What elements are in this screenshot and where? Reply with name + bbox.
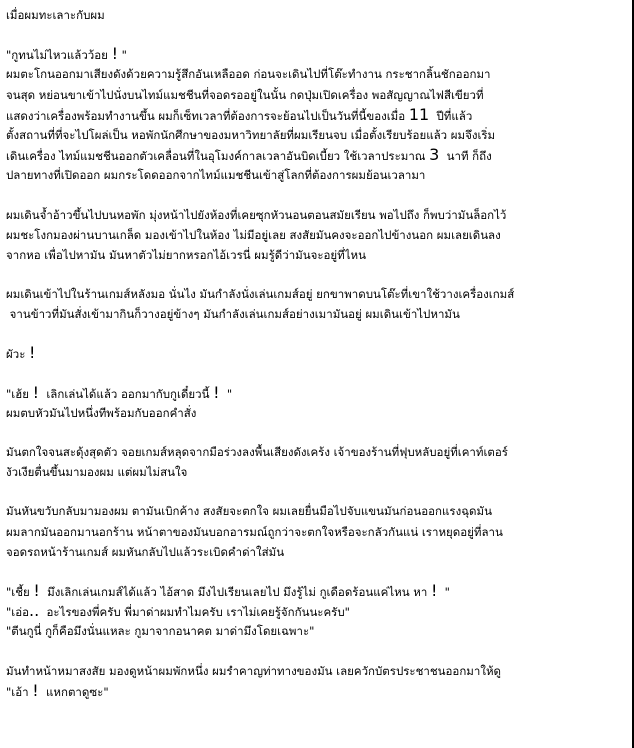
text-segment: มันหันขวับกลับมามองผม ตามันเบิกค้าง สงสัยจะตกใจ ผมเลยยื่นมือไปจับแขนมันก่อนออกแรงฉุดมัน [6, 504, 492, 519]
paragraph-p4 [6, 284, 624, 324]
paragraph-gap [6, 324, 624, 343]
text-segment: ผมเดินจ้ำอ้าวขึ้นไปบนหอพัก มุ่งหน้าไปยังห้องที่เคยซุกหัวนอนตอนสมัยเรียน พอไปถึง ก็พบว่ามันล็อกไว้ [6, 207, 507, 222]
paragraph-gap [6, 364, 624, 383]
paragraph-gap [6, 186, 624, 205]
text-segment: เลิกเล่นได้แล้ว ออกมากับกูเดี๋ยวนี้ [39, 386, 214, 401]
paragraph-p3 [6, 205, 624, 266]
text-segment: จอดรถหน้าร้านเกมส์ ผมหันกลับไปแล้วระเบิดคำด่าใส่มัน [6, 544, 285, 559]
paragraph-gap [6, 265, 624, 284]
text-line [6, 125, 624, 145]
text-segment: "เฮ้ย [6, 386, 33, 401]
paragraph-p1 [6, 5, 624, 25]
paragraph-gap [6, 482, 624, 501]
paragraph-gap [6, 562, 624, 581]
text-segment: งัวเงียตื่นขึ้นมามองผม แต่ผมไม่สนใจ [6, 465, 188, 480]
paragraph-gap [6, 642, 624, 661]
text-segment: แหกตาดูซะ" [38, 684, 109, 699]
text-line [6, 85, 624, 105]
text-line [6, 165, 624, 185]
text-line [6, 383, 624, 403]
emphasis-glyph: 3 [429, 145, 440, 165]
text-line [6, 442, 624, 462]
text-line [6, 205, 624, 225]
text-line [6, 245, 624, 265]
text-segment: จากหอ เพื่อไปหามัน มันหาตัวไม่ยากหรอกไอ้เวรนี่ ผมรู้ดีว่ามันจะอยู่ที่ไหน [6, 247, 366, 262]
emphasis-glyph: ! [213, 382, 220, 402]
text-segment: ผมชะโงกมองผ่านบานเกล็ด มองเข้าไปในห้อง ไม่มีอยู่เลย สงสัยมันคงจะออกไปข้างนอก ผมเลยเดินลง [6, 227, 501, 242]
text-segment: มึงเลิกเล่นเกมส์ได้แล้ว ไอ้สาด มึงไปเรียนเลยไป มึงรู้ไม่ กูเดือดร้อนแค่ไหน หา [39, 584, 431, 599]
text-line [6, 225, 624, 245]
text-segment: ปลายทางที่เปิดออก ผมกระโดดออกจากไทม์แมชชีนเข้าสู่โลกที่ต้องการผมย้อนเวลามา [6, 168, 426, 183]
text-line [6, 343, 624, 363]
paragraph-p10 [6, 661, 624, 701]
text-segment: "เอ่อ [6, 605, 30, 620]
paragraph-p2 [6, 44, 624, 185]
text-segment: เดินเครื่อง ไทม์แมชชีนออกตัวเคลื่อนที่ในอุโมงค์กาลเวลาอันบิดเบี้ยว ใช้เวลาประมาณ [6, 149, 430, 164]
emphasis-glyph: ! [32, 680, 39, 700]
text-line [6, 5, 624, 25]
paragraph-p7 [6, 442, 624, 482]
text-line [6, 462, 624, 482]
emphasis-glyph: ! [33, 580, 40, 600]
emphasis-glyph: ! [32, 382, 40, 402]
text-segment: ปีที่แล้ว [429, 108, 473, 123]
emphasis-glyph: ! [29, 343, 36, 363]
text-line [6, 105, 624, 125]
text-line [6, 542, 624, 562]
text-line [6, 681, 624, 701]
text-segment: แสดงว่าเครื่องพร้อมทำงานขึ้น ผมก็เซ็ทเวลาที่ต้องการจะย้อนไปเป็นวันที่นี้ของเมื่อ [6, 108, 409, 123]
text-line [6, 403, 624, 423]
text-segment: "ตีนกูนี่ กูก็คือมึงนั่นแหละ กูมาจากอนาคต มาด่ามึงโดยเฉพาะ" [6, 624, 315, 639]
paragraph-gap [6, 423, 624, 442]
text-segment: " [437, 584, 450, 599]
text-line [6, 304, 624, 324]
paragraph-p8 [6, 501, 624, 562]
emphasis-glyph: ! [111, 44, 118, 64]
text-line [6, 621, 624, 641]
paragraph-p9 [6, 581, 624, 642]
text-segment: ผมตบหัวมันไปหนึ่งทีพร้อมกับออกคำสั่ง [6, 405, 197, 420]
text-line [6, 145, 624, 165]
text-segment: ผัวะ [6, 347, 30, 362]
text-line [6, 44, 624, 64]
text-segment: ผมเดินเข้าไปในร้านเกมส์หลังมอ นั่นไง มันกำลังนั่งเล่นเกมส์อยู่ ยกขาพาดบนโต๊ะที่เขาใช้วางเครื่องเกมส์ [6, 287, 515, 302]
text-line [6, 64, 624, 84]
text-segment: อะไรของพี่ครับ พี่มาด่าผมทำไมครับ เราไม่เคยรู้จักกันนะครับ" [39, 605, 350, 620]
text-segment: "กูทนไม่ไหวแล้วว้อย [6, 48, 112, 63]
text-segment: เมื่อผมทะเลาะกับผม [6, 8, 105, 22]
paragraph-gap [6, 25, 624, 44]
text-segment: ผมตะโกนออกมาเสียงดังด้วยความรู้สึกอันเหลืออด ก่อนจะเดินไปที่โต๊ะทำงาน กระชากลิ้นชักออกมา [6, 67, 491, 82]
paragraph-p5 [6, 343, 624, 363]
text-segment: " [219, 386, 233, 401]
text-line [6, 601, 624, 621]
text-segment: มันตกใจจนสะดุ้งสุดตัว จอยเกมส์หลุดจากมือร่วงลงพื้นเสียงดังเคร้ง เจ้าของร้านที่ฟุบหลับอยู่ที่เคาท์เตอร์ [6, 445, 508, 459]
text-segment: ผมลากมันออกมานอกร้าน หน้าตาของมันบอกอารมณ์ถูกว่าจะตกใจหรือจะกลัวกันแน่ เราหยุดอยู่ที่ลาน [6, 524, 503, 539]
text-segment: มันทำหน้าหมาสงสัย มองดูหน้าผมพักหนึ่ง ผมรำคาญท่าทางของมัน เลยควักบัตรประชาชนออกมาให้ดู [6, 663, 501, 678]
emphasis-glyph: 11 [408, 104, 430, 124]
paragraph-p6 [6, 383, 624, 423]
text-line [6, 522, 624, 542]
text-segment: นาที ก็ถึง [439, 149, 492, 164]
text-segment: "เชี้ย [6, 584, 34, 599]
text-segment: จานข้าวที่มันสั่งเข้ามากินก็วางอยู่ข้างๆ มันกำลังเล่นเกมส์อย่างเมามันอยู่ ผมเดินเข้าไปหามัน [6, 307, 460, 322]
text-segment: ตั้งสถานที่ที่จะไปโผล่เป็น หอพักนักศึกษาของมหาวิทยาลัยที่ผมเรียนจบ เมื่อตั้งเรียบร้อยแล้ว ผมจึงเริ่ม [6, 127, 496, 142]
text-line [6, 284, 624, 304]
text-line [6, 661, 624, 681]
text-segment: " [117, 48, 127, 63]
text-segment: จนสุด หย่อนขาเข้าไปนั่งบนไทม์แมชชีนที่จอดรออยู่ในนั้น กดปุ่มเปิดเครื่อง พอสัญญาณไฟสีเขียวที่ [6, 87, 484, 102]
emphasis-glyph: .. [29, 601, 40, 621]
text-line [6, 581, 624, 601]
text-line [6, 501, 624, 521]
emphasis-glyph: ! [430, 580, 438, 600]
text-segment: "เอ้า [6, 684, 33, 699]
